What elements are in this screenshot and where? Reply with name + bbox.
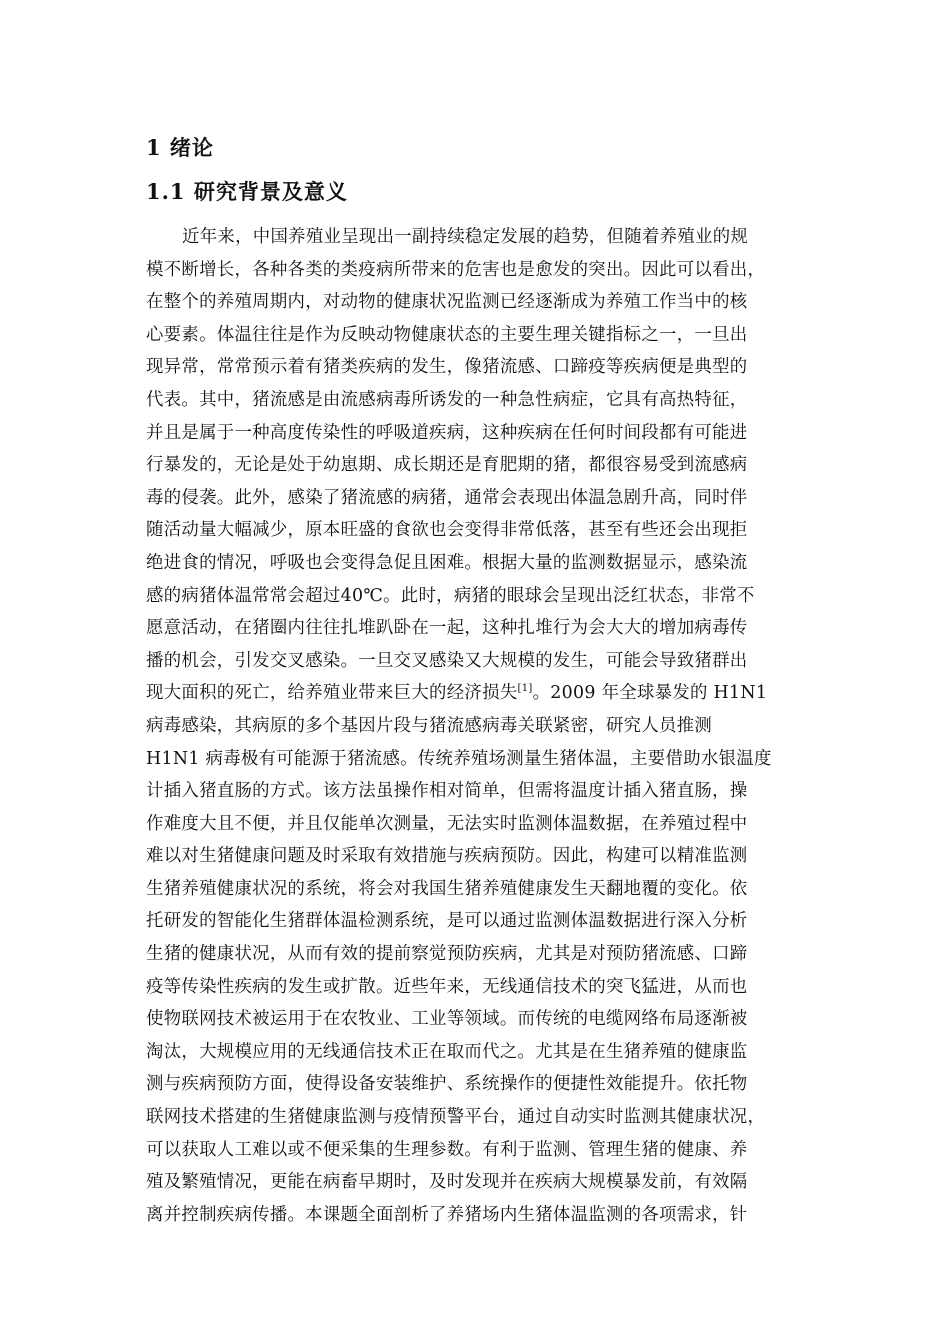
text-line: 感的病猪体温常常会超过40℃。此时，病猪的眼球会呈现出泛红状态，非常不	[146, 585, 755, 606]
text-line: 疫等传染性疾病的发生或扩散。近些年来，无线通信技术的突飞猛进，从而也	[146, 976, 748, 997]
text-line: 联网技术搭建的生猪健康监测与疫情预警平台，通过自动实时监测其健康状况，	[146, 1107, 766, 1128]
text-line: 作难度大且不便，并且仅能单次测量，无法实时监测体温数据，在养殖过程中	[146, 813, 748, 834]
text-line: 现异常，常常预示着有猪类疾病的发生，像猪流感、口蹄疫等疾病便是典型的	[146, 357, 748, 378]
chapter-heading: 1 绪论	[146, 135, 214, 160]
text-line: 随活动量大幅减少，原本旺盛的食欲也会变得非常低落，甚至有些还会出现拒	[146, 520, 748, 541]
text-line: 行暴发的，无论是处于幼崽期、成长期还是育肥期的猪，都很容易受到流感病	[146, 455, 748, 476]
text-line: 愿意活动，在猪圈内往往扎堆趴卧在一起，这种扎堆行为会大大的增加病毒传	[146, 618, 748, 639]
section-heading: 1.1 研究背景及意义	[146, 179, 348, 204]
text-line: 使物联网技术被运用于在农牧业、工业等领域。而传统的电缆网络布局逐渐被	[146, 1009, 748, 1030]
body-paragraph	[146, 221, 826, 1231]
text-line: 模不断增长，各种各类的类疫病所带来的危害也是愈发的突出。因此可以看出，	[146, 259, 766, 280]
text-line: H1N1 病毒极有可能源于猪流感。传统养殖场测量生猪体温，主要借助水银温度	[146, 748, 772, 769]
text-segment: 。2009 年全球暴发的 H1N1	[532, 683, 768, 704]
text-line-with-citation	[146, 677, 826, 710]
text-line: 测与疾病预防方面，使得设备安装维护、系统操作的便捷性效能提升。依托物	[146, 1074, 748, 1095]
text-line: 可以获取人工难以或不便采集的生理参数。有利于监测、管理生猪的健康、养	[146, 1139, 748, 1160]
text-line: 代表。其中，猪流感是由流感病毒所诱发的一种急性病症，它具有高热特征，	[146, 389, 748, 410]
text-line: 殖及繁殖情况，更能在病畜早期时，及时发现并在疾病大规模暴发前，有效隔	[146, 1172, 748, 1193]
text-line: 淘汰，大规模应用的无线通信技术正在取而代之。尤其是在生猪养殖的健康监	[146, 1041, 748, 1062]
text-segment: 现大面积的死亡，给养殖业带来巨大的经济损失	[146, 683, 518, 704]
text-line: 病毒感染，其病原的多个基因片段与猪流感病毒关联紧密，研究人员推测	[146, 715, 713, 736]
text-line: 生猪养殖健康状况的系统，将会对我国生猪养殖健康发生天翻地覆的变化。依	[146, 878, 748, 899]
text-line: 离并控制疾病传播。本课题全面剖析了养猪场内生猪体温监测的各项需求，针	[146, 1204, 748, 1225]
text-line: 在整个的养殖周期内，对动物的健康状况监测已经逐渐成为养殖工作当中的核	[146, 292, 748, 313]
text-line: 毒的侵袭。此外，感染了猪流感的病猪，通常会表现出体温急剧升高，同时伴	[146, 487, 748, 508]
text-line: 绝进食的情况，呼吸也会变得急促且困难。根据大量的监测数据显示，感染流	[146, 552, 748, 573]
text-line: 播的机会，引发交叉感染。一旦交叉感染又大规模的发生，可能会导致猪群出	[146, 650, 748, 671]
text-line: 计插入猪直肠的方式。该方法虽操作相对简单，但需将温度计插入猪直肠，操	[146, 781, 748, 802]
text-line: 难以对生猪健康问题及时采取有效措施与疾病预防。因此，构建可以精准监测	[146, 846, 748, 867]
text-line: 近年来，中国养殖业呈现出一副持续稳定发展的趋势，但随着养殖业的规	[182, 227, 749, 247]
text-line: 托研发的智能化生猪群体温检测系统，是可以通过监测体温数据进行深入分析	[146, 911, 748, 932]
text-line: 并且是属于一种高度传染性的呼吸道疾病，这种疾病在任何时间段都有可能进	[146, 422, 748, 443]
text-line: 心要素。体温往往是作为反映动物健康状态的主要生理关键指标之一，一旦出	[146, 324, 748, 345]
text-line: 生猪的健康状况，从而有效的提前察觉预防疾病，尤其是对预防猪流感、口蹄	[146, 944, 748, 965]
citation-reference: [1]	[517, 683, 533, 695]
